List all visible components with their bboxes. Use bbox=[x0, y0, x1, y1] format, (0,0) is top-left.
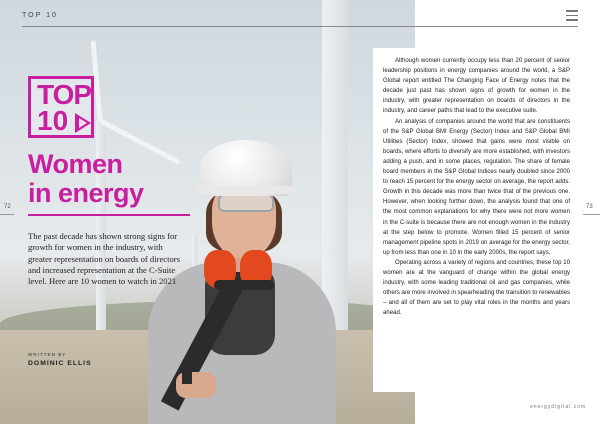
body-paragraph-2: An analysis of companies around the world that are constituents of the S&P Global BMI Energy (Sector) Index and S&P Global BMI Utilities (Sector) Index, showed that gains were most visible on boards, where efforts to diversify are more established, with investors adding a push, and in some places, regulation. The share of female board members in the S&P Global Indices nearly doubled since 2000 to reach 15 percent for the energy sector on average, the report adds. Growth in this decade was more than twice that of the previous one. However, when looking further down, the analysis found that one of the most common explanations for why there were not more women in the C-suite is because there are not enough women in the industry at the step below to promote. Women filled 15 percent of senior management pipeline spots in 2019 on average for the energy sector, up from less than one in 10 in the early 2000s, the report says. bbox=[383, 118, 570, 256]
header-divider bbox=[22, 26, 578, 27]
page-marker-right bbox=[583, 214, 600, 215]
body-paragraph-1: Although women currently occupy less than 20 percent of senior leadership positions in energy companies around the world, a S&P Global report entitled The Changing Face of Energy notes that the decade just past has shown signs of growth for women in the industry, with greater representation on boards of directors in the industry, and career paths that lead to the executive suite. bbox=[383, 58, 570, 115]
play-triangle-inner bbox=[79, 118, 87, 128]
logo-line2: 10 bbox=[37, 105, 69, 136]
ear-defender-band bbox=[214, 280, 274, 290]
hard-hat-brim bbox=[196, 186, 296, 194]
hamburger-menu-icon[interactable] bbox=[566, 10, 578, 20]
byline-author: DOMINIC ELLIS bbox=[28, 360, 92, 367]
logo-line1: TOP bbox=[37, 79, 92, 110]
lede-paragraph: The past decade has shown strong signs for growth for women in the industry, with greater representation on boards of directors and increased representation at the C-Suite level. Here are 10 women to watch in 2021 bbox=[28, 231, 180, 287]
body-paragraph-3: Operating across a variety of regions and countries, these top 10 women are at the vanguard of change within the global energy industry, with some leading traditional oil and gas companies, while others are more involved in spearheading the transition to renewables – and all of them are set to play vital roles in the months and years ahead. bbox=[383, 259, 570, 317]
page-number-left: 72 bbox=[4, 204, 11, 210]
title-line1: Women bbox=[28, 149, 123, 179]
wind-turbine-tower-large bbox=[322, 0, 348, 330]
page-number-right: 73 bbox=[586, 204, 593, 210]
byline-label: WRITTEN BY bbox=[28, 352, 67, 357]
section-label[interactable]: TOP 10 bbox=[22, 12, 58, 19]
footer-url-link[interactable]: energydigital.com bbox=[530, 404, 587, 410]
title-line2: in energy bbox=[28, 178, 144, 208]
title-underline bbox=[28, 214, 190, 216]
page-marker-left bbox=[0, 214, 14, 215]
article-body bbox=[373, 48, 579, 392]
smartwatch bbox=[182, 370, 192, 384]
safety-glasses bbox=[218, 194, 274, 212]
top10-logo bbox=[28, 76, 94, 138]
page-title bbox=[28, 150, 144, 208]
